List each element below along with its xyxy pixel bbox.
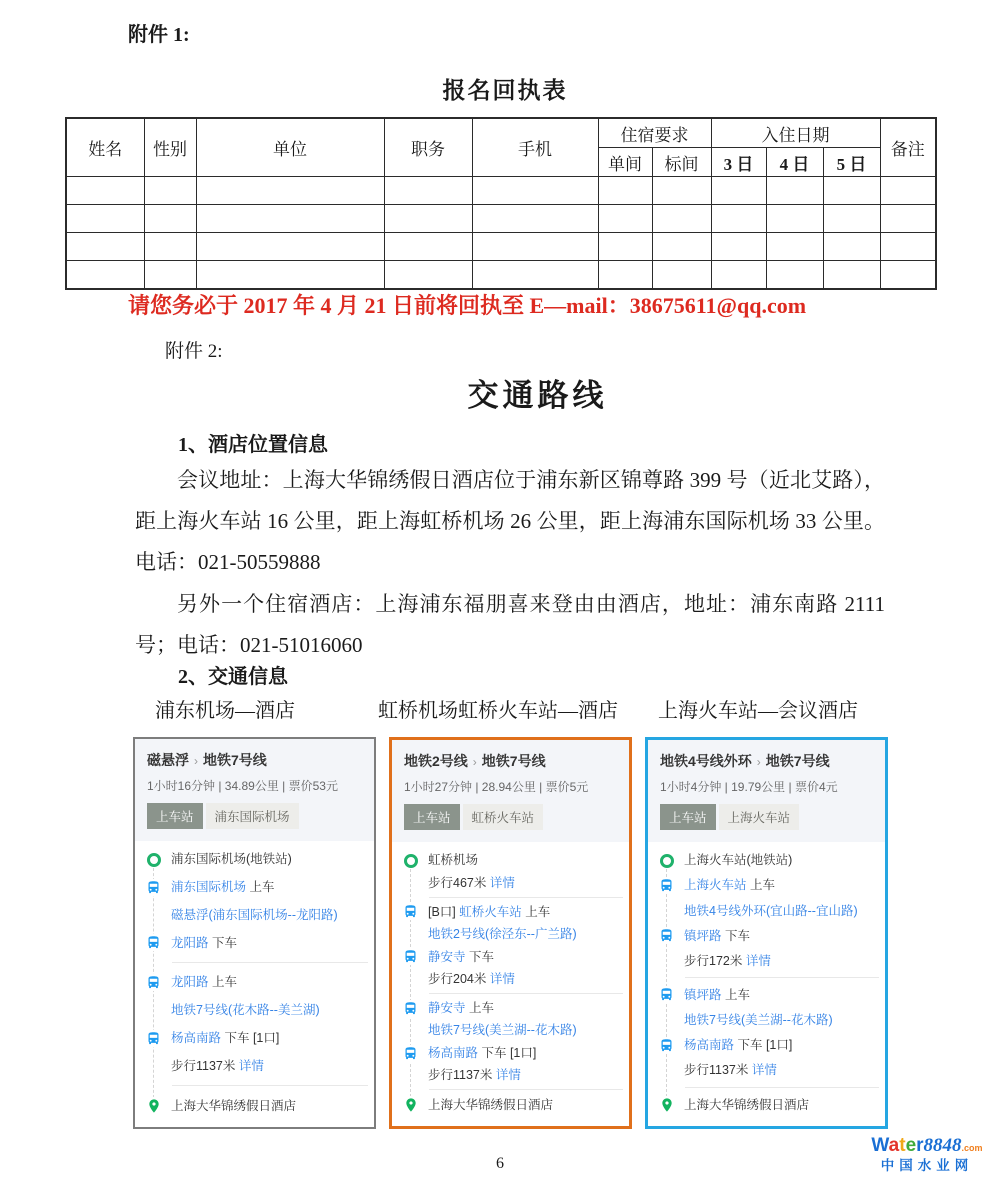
route-step-bus (144, 934, 368, 951)
step-divider (429, 1089, 623, 1090)
step-link[interactable]: 杨高南路 (171, 1030, 225, 1045)
boarding-station-tab[interactable]: 上车站 (660, 804, 716, 830)
step-link[interactable]: 详情 (489, 972, 515, 987)
route-step-bus (657, 927, 879, 944)
table-cell-empty (766, 177, 823, 205)
step-link[interactable]: 静安寺 (428, 949, 469, 964)
bus-icon (657, 877, 676, 894)
table-row-empty (66, 205, 936, 233)
step-text (428, 875, 515, 891)
table-cell-empty (144, 177, 196, 205)
start-station-icon (657, 853, 676, 869)
table-cell-empty (384, 177, 472, 205)
step-link[interactable]: 地铁7号线(美兰湖--花木路) (684, 1012, 833, 1027)
blank-icon (401, 882, 420, 884)
logo-number: 8848 (923, 1135, 962, 1156)
col-header-checkin: 入住日期 (711, 118, 880, 148)
table-cell-empty (472, 177, 598, 205)
step-label: 下车 (468, 949, 494, 964)
route-step-walk (401, 1067, 623, 1084)
step-divider (685, 977, 879, 978)
table-cell-empty (711, 233, 766, 261)
step-link[interactable]: 浦东国际机场 (171, 880, 250, 895)
table-cell-empty (66, 205, 144, 233)
route-step-link (401, 1022, 623, 1039)
attachment1-label: 附件 1: (128, 24, 190, 46)
step-text (428, 1067, 521, 1083)
step-text (171, 879, 275, 895)
table-cell-empty (711, 205, 766, 233)
route-card-header (135, 739, 374, 841)
table-cell-empty (766, 233, 823, 261)
step-label: 虹桥机场 (428, 853, 479, 868)
route-meta: 1小时16分钟 | 34.89公里 | 票价53元 (147, 779, 338, 793)
boarding-station-name[interactable]: 浦东国际机场 (206, 803, 299, 829)
table-cell-empty (652, 233, 711, 261)
table-cell-empty (196, 261, 384, 290)
step-link[interactable]: 镇坪路 (684, 928, 725, 943)
step-text (171, 1058, 264, 1074)
bus-icon (657, 986, 676, 1003)
step-text (428, 1022, 577, 1038)
logo-letter: e (905, 1135, 917, 1156)
step-label: 上海火车站(地铁站) (684, 853, 793, 868)
bus-icon (144, 934, 163, 951)
step-link[interactable]: 杨高南路 (684, 1038, 738, 1052)
line-name-second: 地铁7号线 (765, 753, 830, 769)
step-text (684, 987, 750, 1003)
step-link[interactable]: 地铁7号线(花木路--美兰湖) (171, 1003, 320, 1018)
table-cell-empty (66, 177, 144, 205)
boarding-station-name[interactable]: 虹桥火车站 (463, 804, 544, 830)
step-label: 上车 (525, 904, 551, 919)
col-header-day3: 3 日 (711, 148, 766, 177)
route-step-bus (401, 948, 623, 965)
table-cell-empty (711, 177, 766, 205)
route-lines-title (404, 751, 619, 771)
step-text (684, 928, 750, 944)
step-text (684, 877, 775, 893)
table-cell-empty (652, 205, 711, 233)
step-label: 上车 (749, 878, 775, 893)
route-step-start (657, 852, 879, 869)
destination-pin-icon (401, 1096, 420, 1114)
step-text (684, 1062, 777, 1078)
col-header-position: 职务 (384, 118, 472, 177)
logo-brand-text (862, 1136, 992, 1157)
col-header-standard-room: 标间 (652, 148, 711, 177)
route-step-walk (657, 1062, 879, 1079)
table-cell-empty (766, 261, 823, 290)
step-text (428, 926, 577, 942)
blank-icon (144, 1009, 163, 1011)
table-cell-empty (144, 205, 196, 233)
table-cell-empty (66, 261, 144, 290)
table-cell-empty (144, 233, 196, 261)
step-text (684, 1037, 792, 1053)
route-step-bus (401, 1045, 623, 1062)
step-link[interactable]: 静安寺 (428, 1001, 469, 1015)
water8848-logo (862, 1136, 992, 1174)
table-row-empty (66, 233, 936, 261)
step-link[interactable]: 详情 (751, 1063, 777, 1078)
start-station-icon (144, 852, 163, 868)
route-meta: 1小时27分钟 | 28.94公里 | 票价5元 (404, 780, 589, 794)
table-cell-empty (384, 261, 472, 290)
step-label: 上车 (724, 987, 750, 1002)
page-number: 6 (496, 1155, 504, 1172)
transport-cards-row (133, 737, 888, 1129)
step-text (428, 1000, 494, 1016)
line-name-first: 地铁4号线外环 (660, 753, 752, 769)
table-cell-empty (711, 261, 766, 290)
step-link[interactable]: 地铁4号线外环(宜山路--宜山路) (684, 903, 858, 918)
route-steps (392, 842, 629, 1126)
step-link[interactable]: 上海火车站 (684, 878, 750, 893)
step-label: 上车 (211, 975, 237, 990)
step-text (684, 852, 792, 868)
line-name-second: 地铁7号线 (481, 753, 546, 769)
step-divider (685, 1087, 879, 1088)
bus-icon (657, 927, 676, 944)
table-cell-empty (472, 233, 598, 261)
step-text (171, 1098, 296, 1114)
hotel-location-heading: 1、酒店位置信息 (178, 434, 328, 456)
boarding-station-tab[interactable]: 上车站 (147, 803, 203, 829)
step-text (171, 1002, 320, 1018)
bus-icon (144, 974, 163, 991)
route-step-start (401, 852, 623, 869)
route-lines-title (147, 750, 364, 770)
registration-table (65, 117, 937, 290)
col-header-gender: 性别 (144, 118, 196, 177)
table-row-empty (66, 261, 936, 290)
step-link[interactable]: 龙阳路 (171, 975, 212, 990)
step-label: 上车 (249, 880, 275, 895)
col-header-remark: 备注 (880, 118, 936, 177)
route-card-header (648, 740, 885, 842)
logo-suffix: .com (961, 1143, 983, 1153)
step-link[interactable]: 地铁7号线(美兰湖--花木路) (428, 1023, 577, 1038)
step-label: 步行172米 (684, 953, 746, 968)
step-divider (429, 993, 623, 994)
attachment2-label: 附件 2: (165, 341, 223, 362)
blank-icon (657, 1069, 676, 1071)
step-label: 上海大华锦绣假日酒店 (171, 1098, 297, 1113)
deadline-notice: 请您务必于 2017 年 4 月 21 日前将回执至 E—mail：38675611@qq.com (128, 293, 807, 318)
col-header-single-room: 单间 (598, 148, 652, 177)
step-link[interactable]: 龙阳路 (171, 935, 212, 950)
line-name-second: 地铁7号线 (203, 752, 267, 768)
table-cell-empty (598, 205, 652, 233)
step-label: 下车 (724, 928, 750, 943)
step-text (171, 974, 237, 990)
col-header-lodging: 住宿要求 (598, 118, 711, 148)
step-label: 下车 [1口] (224, 1030, 280, 1045)
table-row-empty (66, 177, 936, 205)
step-label: 浦东国际机场(地铁站) (171, 852, 292, 867)
route-step-bus (401, 1000, 623, 1017)
table-cell-empty (66, 233, 144, 261)
route-step-link (657, 902, 879, 919)
step-divider (172, 962, 368, 963)
table-cell-empty (880, 205, 936, 233)
destination-pin-icon (144, 1097, 163, 1115)
route-label-pudong-airport: 浦东机场—酒店 (155, 700, 295, 722)
traffic-info-heading: 2、交通信息 (178, 666, 288, 688)
line-name-first: 地铁2号线 (404, 753, 468, 769)
step-divider (429, 897, 623, 898)
table-cell-empty (472, 205, 598, 233)
col-header-day4: 4 日 (766, 148, 823, 177)
table-cell-empty (766, 205, 823, 233)
chevron-right-icon: › (194, 754, 198, 768)
table-cell-empty (880, 261, 936, 290)
blank-icon (657, 910, 676, 912)
table-cell-empty (823, 177, 880, 205)
bus-icon (401, 948, 420, 965)
route-step-pin (657, 1096, 879, 1114)
boarding-station-tab[interactable]: 上车站 (404, 804, 460, 830)
route-steps (135, 841, 374, 1127)
step-label: 上海大华锦绣假日酒店 (684, 1097, 810, 1112)
route-lines-title (660, 751, 875, 771)
step-text (684, 1097, 809, 1113)
bus-icon (401, 903, 420, 920)
table-cell-empty (652, 177, 711, 205)
table-cell-empty (472, 261, 598, 290)
step-label: 下车 [1口] (737, 1038, 793, 1052)
route-card-pudong-airport (133, 737, 376, 1129)
form-title: 报名回执表 (442, 78, 568, 103)
blank-icon (144, 914, 163, 916)
step-link[interactable]: 详情 (489, 875, 515, 890)
bus-icon (657, 1037, 676, 1054)
route-step-bus (657, 877, 879, 894)
destination-pin-icon (657, 1096, 676, 1114)
step-label: 步行204米 (428, 972, 490, 987)
bus-icon (144, 879, 163, 896)
step-label: 步行467米 (428, 875, 490, 890)
route-card-railway-station (645, 737, 888, 1129)
step-text (684, 1012, 833, 1028)
route-step-walk (401, 874, 623, 891)
logo-subtitle: 中国水业网 (880, 1157, 974, 1173)
route-step-bus (401, 903, 623, 920)
route-step-bus (144, 879, 368, 896)
route-card-hongqiao (389, 737, 632, 1129)
bus-icon (401, 1045, 420, 1062)
table-cell-empty (384, 233, 472, 261)
step-text (428, 1097, 553, 1113)
conference-address-paragraph: 会议地址：上海大华锦绣假日酒店位于浦东新区锦尊路 399 号（近北艾路），距上海火车站 16 公里，距上海虹桥机场 26 公里，距上海浦东国际机场 33 公里。电话：021-50559888 (135, 468, 885, 574)
route-step-walk (657, 952, 879, 969)
bus-icon (401, 1000, 420, 1017)
route-step-link (144, 1002, 368, 1019)
table-cell-empty (823, 261, 880, 290)
logo-letter: W (871, 1135, 889, 1156)
step-link[interactable]: 杨高南路 (428, 1045, 482, 1060)
step-label: [B口] (428, 904, 460, 919)
table-cell-empty (652, 261, 711, 290)
table-cell-empty (823, 205, 880, 233)
route-step-link (657, 1012, 879, 1029)
route-step-bus (657, 986, 879, 1003)
chevron-right-icon: › (756, 755, 761, 769)
step-text (428, 949, 494, 965)
step-divider (172, 1085, 368, 1086)
blank-icon (657, 1019, 676, 1021)
table-cell-empty (384, 205, 472, 233)
blank-icon (144, 1065, 163, 1067)
boarding-station-name[interactable]: 上海火车站 (719, 804, 800, 830)
route-step-pin (144, 1097, 368, 1115)
route-step-start (144, 851, 368, 868)
blank-icon (401, 978, 420, 980)
step-label: 步行1137米 (428, 1068, 496, 1083)
table-cell-empty (196, 205, 384, 233)
step-text (684, 903, 858, 919)
table-cell-empty (196, 177, 384, 205)
table-cell-empty (598, 233, 652, 261)
col-header-mobile: 手机 (472, 118, 598, 177)
route-step-link (401, 926, 623, 943)
step-text (171, 907, 338, 923)
step-link[interactable]: 虹桥火车站 (459, 904, 526, 919)
step-link[interactable]: 详情 (745, 953, 771, 968)
step-label: 上车 (468, 1001, 494, 1015)
step-link[interactable]: 镇坪路 (684, 987, 725, 1002)
blank-icon (401, 933, 420, 935)
step-text (428, 904, 550, 920)
route-step-walk (401, 971, 623, 988)
step-link[interactable]: 地铁2号线(徐泾东--广兰路) (428, 927, 577, 942)
step-text (428, 971, 515, 987)
table-cell-empty (880, 233, 936, 261)
line-name-first: 磁悬浮 (147, 752, 189, 768)
route-label-hongqiao: 虹桥机场虹桥火车站—酒店 (378, 700, 618, 722)
step-label: 下车 [1口] (481, 1045, 537, 1060)
route-section-title: 交通路线 (467, 378, 608, 413)
step-text (171, 935, 237, 951)
route-step-walk (144, 1057, 368, 1074)
blank-icon (657, 960, 676, 962)
step-label: 下车 (211, 935, 237, 950)
step-text (171, 851, 292, 867)
route-step-bus (144, 1030, 368, 1047)
table-cell-empty (144, 261, 196, 290)
route-steps (648, 842, 885, 1126)
second-hotel-paragraph: 另外一个住宿酒店：上海浦东福朋喜来登由由酒店，地址：浦东南路 2111 号；电话：021-51016060 (135, 592, 885, 657)
start-station-icon (401, 853, 420, 869)
step-link[interactable]: 详情 (238, 1058, 264, 1073)
step-text (428, 1045, 536, 1061)
table-cell-empty (598, 261, 652, 290)
step-label: 步行1137米 (171, 1058, 239, 1073)
logo-letter: a (888, 1135, 900, 1156)
blank-icon (401, 1030, 420, 1032)
table-cell-empty (880, 177, 936, 205)
step-text (171, 1030, 279, 1046)
route-meta: 1小时4分钟 | 19.79公里 | 票价4元 (660, 780, 838, 794)
route-step-bus (144, 974, 368, 991)
table-cell-empty (823, 233, 880, 261)
step-text (428, 852, 478, 868)
step-link[interactable]: 详情 (495, 1068, 521, 1083)
step-label: 上海大华锦绣假日酒店 (428, 1097, 554, 1112)
step-link[interactable]: 磁悬浮(浦东国际机场--龙阳路) (171, 907, 338, 922)
step-text (684, 953, 771, 969)
route-step-bus (657, 1037, 879, 1054)
chevron-right-icon: › (472, 755, 477, 769)
col-header-organization: 单位 (196, 118, 384, 177)
col-header-day5: 5 日 (823, 148, 880, 177)
table-cell-empty (598, 177, 652, 205)
route-step-pin (401, 1096, 623, 1114)
step-label: 步行1137米 (684, 1063, 752, 1078)
logo-letter: t (899, 1135, 906, 1156)
bus-icon (144, 1030, 163, 1047)
route-step-link (144, 907, 368, 924)
route-card-header (392, 740, 629, 842)
route-label-railway-station: 上海火车站—会议酒店 (658, 700, 858, 722)
col-header-name: 姓名 (66, 118, 144, 177)
logo-letter: r (916, 1135, 924, 1156)
blank-icon (401, 1074, 420, 1076)
table-cell-empty (196, 233, 384, 261)
